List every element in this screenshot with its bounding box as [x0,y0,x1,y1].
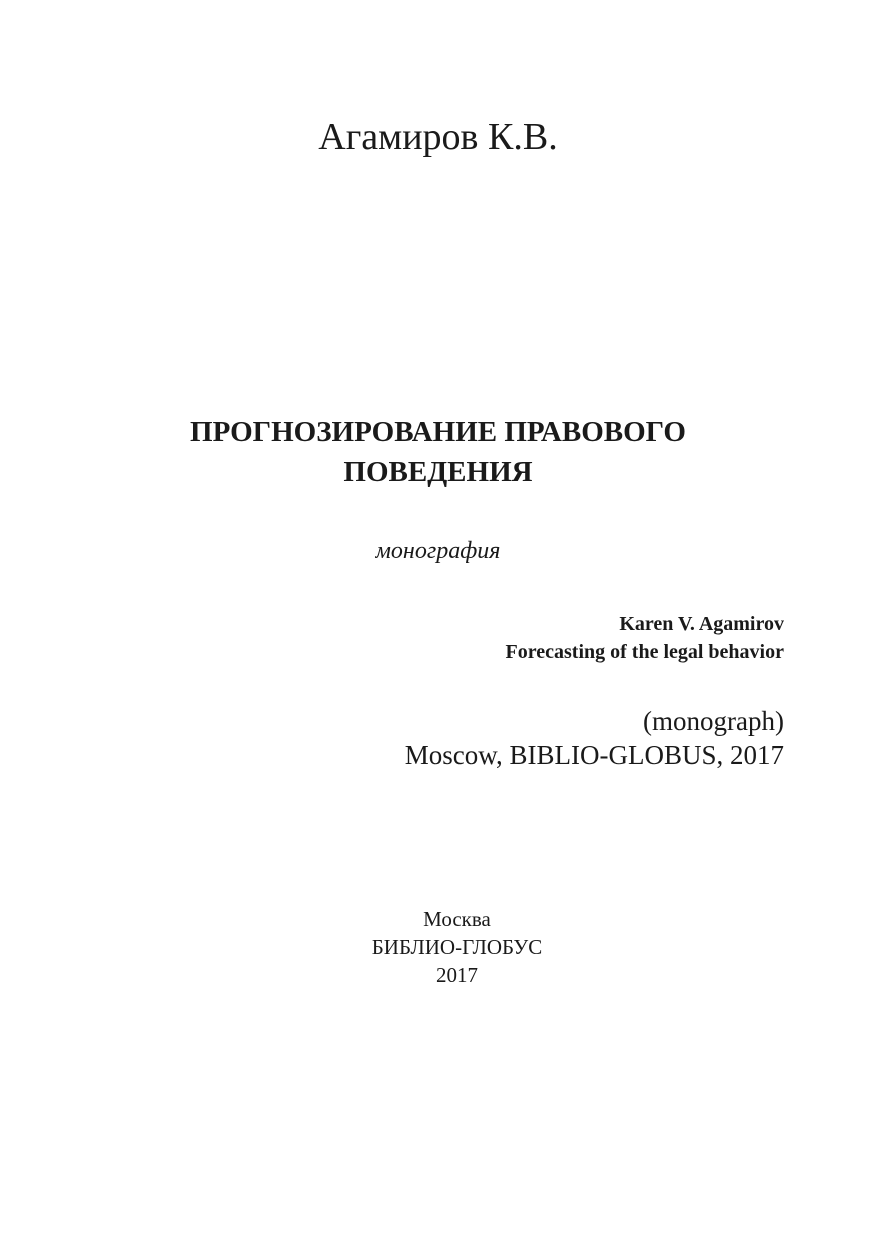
imprint-publisher: БИБЛИО-ГЛОБУС [371,935,543,959]
imprint-year: 2017 [436,963,478,987]
book-title [0,412,876,492]
english-author-title [506,610,784,666]
book-title-line-1: ПРОГНОЗИРОВАНИЕ ПРАВОВОГО [190,416,686,448]
imprint [0,905,876,989]
english-genre: (monograph) [643,706,784,736]
english-author: Karen V. Agamirov [619,613,784,635]
book-title-line-2: ПОВЕДЕНИЯ [343,456,533,488]
english-publication [405,704,784,772]
imprint-city: Москва [423,907,491,931]
book-genre: монография [375,538,501,564]
english-title: Forecasting of the legal behavior [505,641,784,663]
english-publication-line: Moscow, BIBLIO-GLOBUS, 2017 [404,740,784,770]
author-name: Агамиров К.В. [318,116,558,158]
